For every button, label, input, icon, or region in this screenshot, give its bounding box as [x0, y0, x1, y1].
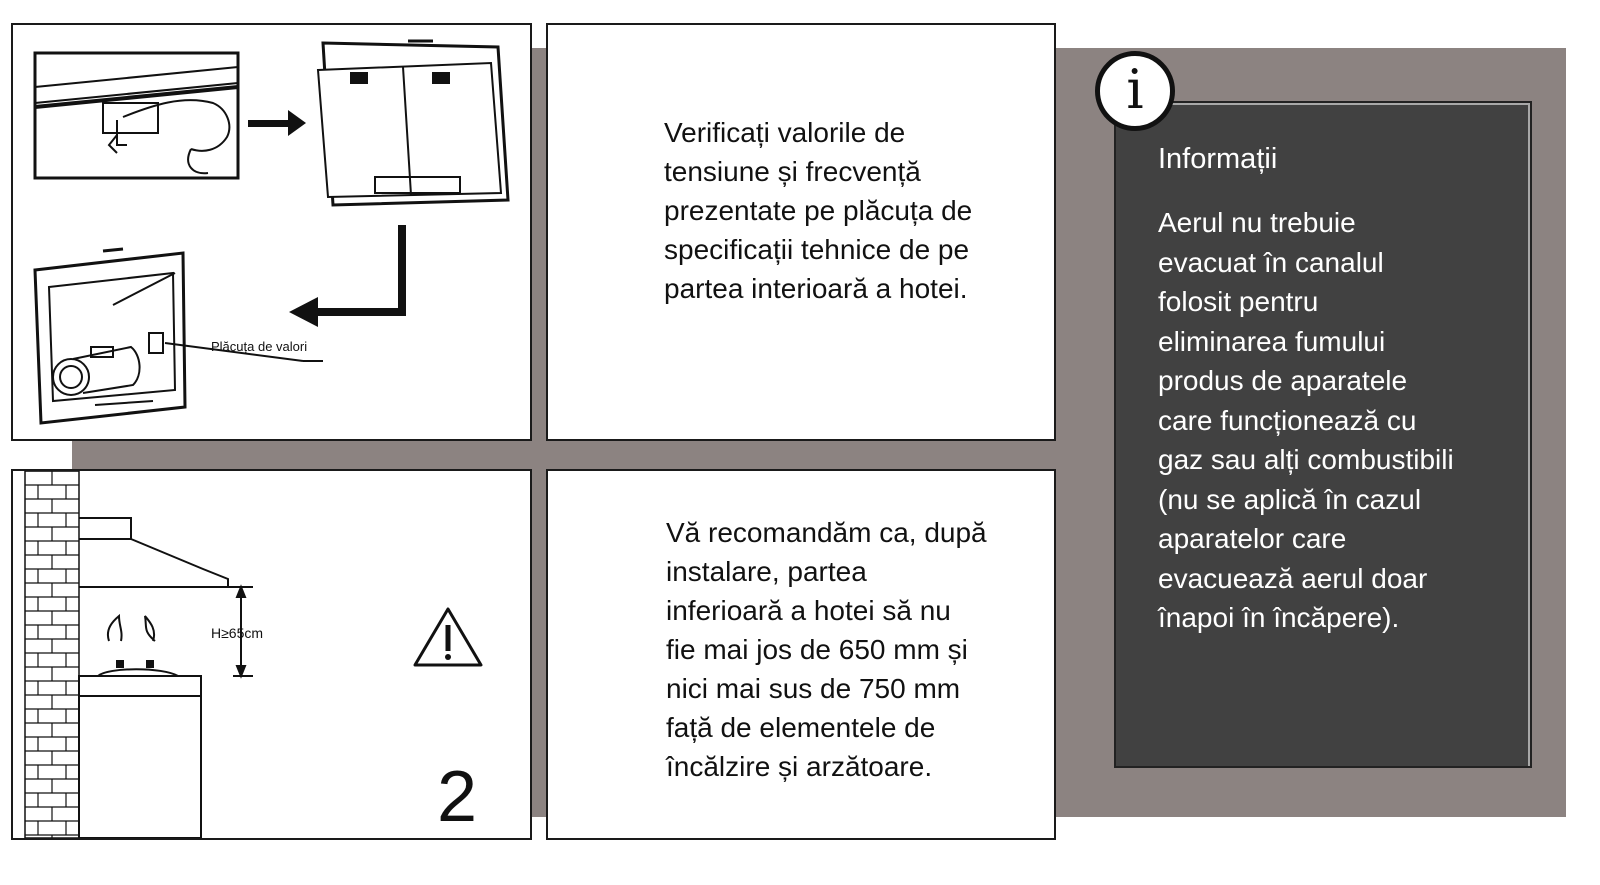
info-body: Aerul nu trebuie evacuat în canalul folosit pentru eliminarea fumului produs de aparatele care funcționează cu gaz sau alți combustibili (nu se aplică în cazul aparatelor care evacuează aerul doar înapoi în încăpere). — [1158, 207, 1454, 633]
voltage-check-panel — [546, 23, 1056, 441]
arrow-right-icon — [248, 110, 306, 136]
info-icon — [1095, 51, 1175, 131]
voltage-check-text: Verificați valorile de tensiune și frecvență prezentate pe plăcuța de specificații tehnice de pe partea interioară a hotei. — [664, 117, 973, 304]
latch-press-drawing — [35, 53, 238, 178]
hood-interior-drawing — [35, 249, 323, 423]
rating-plate-illustration — [13, 25, 530, 439]
height-label: H≥65cm — [211, 625, 264, 641]
info-badge-glyph: i — [1126, 58, 1144, 121]
warning-triangle-icon — [411, 605, 485, 669]
page-number: 2 — [437, 757, 478, 837]
hood-open-drawing — [318, 41, 508, 205]
mounting-height-panel — [546, 469, 1056, 840]
mounting-height-text: Vă recomandăm ca, după instalare, partea inferioară a hotei să nu fie mai jos de 650 mm și nici mai sus de 750 mm față de elementele de încălzire și arzătoare. — [666, 517, 987, 782]
cooktop-drawing — [79, 661, 201, 838]
rating-plate-label: Plăcuța de valori — [211, 339, 308, 354]
illustration-panel-rating-plate — [11, 23, 532, 441]
flame-icons — [108, 616, 155, 641]
info-card — [1114, 101, 1532, 768]
hood-side-drawing — [79, 518, 228, 587]
info-title: Informații — [1158, 143, 1278, 175]
illustration-panel-mounting-height — [11, 469, 532, 840]
arrow-down-left-icon — [289, 225, 406, 327]
